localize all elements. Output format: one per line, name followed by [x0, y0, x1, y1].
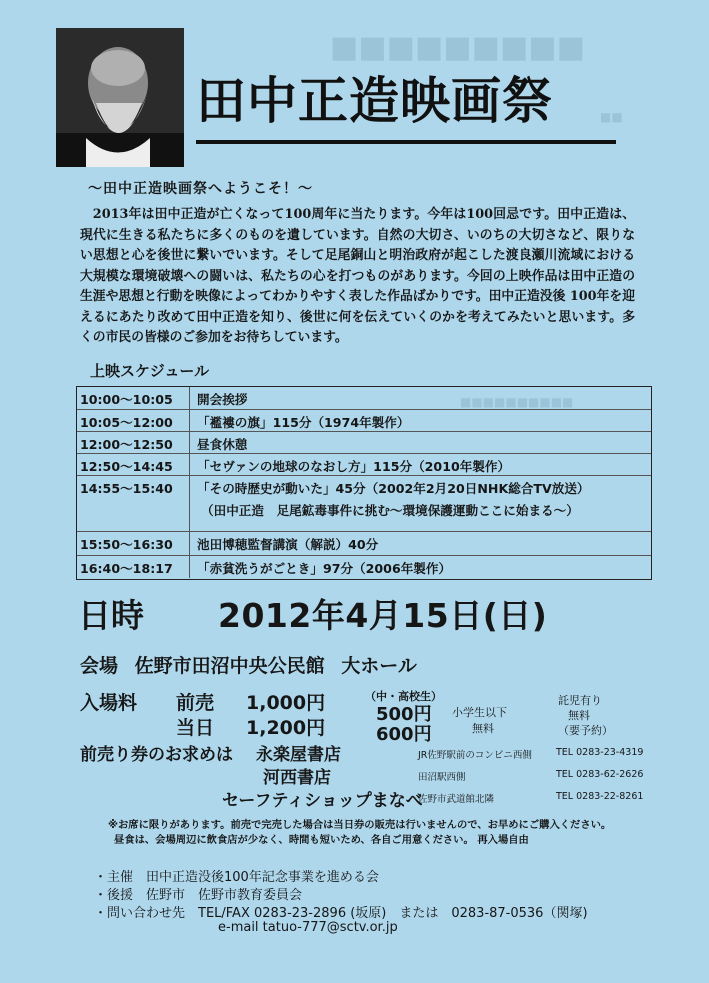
schedule-desc: 池田博穂監督講演（解説）40分: [197, 537, 379, 552]
childcare-note: （要予約）: [558, 724, 613, 737]
student-door-price: 600円: [376, 724, 432, 745]
fee-label: 入場料: [80, 692, 138, 714]
ticket-label: 前売り券のお求めは: [80, 745, 233, 765]
show-through-text: ■■■■■■■■■: [330, 30, 586, 65]
schedule-time: 10:00～10:05: [80, 392, 173, 407]
shop-location: JR佐野駅前のコンビニ西側: [418, 750, 532, 761]
venue-label: 会場: [80, 655, 119, 677]
door-price: 1,200円: [246, 717, 326, 739]
shop-name: 河西書店: [263, 768, 331, 788]
table-row: [77, 531, 651, 556]
childcare-price: 無料: [568, 709, 590, 722]
organizer: ・主催 田中正造没後100年記念事業を進める会: [94, 870, 379, 885]
childcare-label: 託児有り: [558, 694, 602, 707]
notice-line: 昼食は、会場周辺に飲食店が少なく、時間も短いため、各自ご用意ください。 再入場自由: [114, 834, 529, 846]
supporter: ・後援 佐野市 佐野市教育委員会: [94, 888, 303, 903]
table-row: [77, 555, 651, 579]
student-advance-price: 500円: [376, 704, 432, 725]
door-label: 当日: [176, 717, 215, 739]
show-through-text: ■■: [600, 110, 623, 124]
intro-text: 2013年は田中正造が亡くなって100周年に当たります。今年は100回忌です。田中正造は、現代に生きる私たちに多くのものを遺しています。自然の大切さ、いのちの大切さなど、限りない思想と心を後世に繋いでいます。そして足尾銅山と明治政府が起こした渡良瀬川流域における大規模な環境破壊への闘いは、私たちの心を打つものがあります。今回の上映作品は田中正造の生涯や思想と行動を映像によってわかりやすく表した作品ばかりです。田中正造没後 100年を迎えるにあたり改めて田中正造を知り、後世に何を伝えていくのかを考えてみたいと思います。多くの市民の皆様のご参加をお待ちしています。: [80, 207, 635, 345]
schedule-time: 12:50～14:45: [80, 459, 173, 474]
email: e-mail tatuo-777@sctv.or.jp: [218, 920, 398, 935]
elementary-price: 無料: [472, 722, 494, 735]
notice-line: ※お席に限りがあります。前売で完売した場合は当日券の販売は行いませんので、お早めにご購入ください。: [108, 819, 612, 831]
event-date: 2012年4月15日(日): [218, 596, 548, 635]
venue-place: 佐野市田沼中央公民館: [134, 655, 325, 677]
advance-label: 前売: [176, 692, 215, 714]
intro-paragraph: [80, 205, 635, 349]
shop-tel: TEL 0283-22-8261: [556, 791, 644, 802]
venue-hall: 大ホール: [341, 655, 417, 677]
schedule-time: 10:05～12:00: [80, 415, 173, 430]
schedule-heading: 上映スケジュール: [90, 362, 210, 380]
shop-name: セーフティショップまなべ: [222, 791, 423, 811]
schedule-time: 16:40～18:17: [80, 561, 173, 576]
schedule-table: [76, 386, 652, 580]
shop-name: 永楽屋書店: [256, 745, 341, 765]
shop-tel: TEL 0283-23-4319: [556, 747, 644, 758]
schedule-desc: 「その時歴史が動いた」45分（2002年2月20日NHK総合TV放送）: [197, 481, 590, 496]
table-row: [77, 409, 651, 432]
elementary-label: 小学生以下: [452, 706, 507, 719]
schedule-desc: 開会挨拶: [197, 392, 248, 407]
notice: [108, 818, 653, 848]
schedule-time: 15:50～16:30: [80, 537, 173, 552]
table-row: [77, 431, 651, 454]
title-underline: [196, 140, 616, 144]
schedule-time: 14:55～15:40: [80, 481, 173, 496]
table-row: [77, 387, 651, 409]
student-label: （中・高校生）: [365, 690, 442, 703]
shop-tel: TEL 0283-62-2626: [556, 769, 644, 780]
date-label: 日時: [78, 596, 144, 635]
schedule-desc: 「赤貧洗うがごとき」97分（2006年製作）: [197, 561, 452, 576]
shop-location: 佐野市武道館北隣: [418, 794, 495, 805]
schedule-desc-subtitle: （田中正造 足尾鉱毒事件に挑む～環境保護運動ここに始まる～）: [201, 503, 579, 518]
contact: ・問い合わせ先 TEL/FAX 0283-23-2896 (坂原) または 0283-87-0536（関塚): [94, 906, 588, 921]
show-through-text: ■■■■■■■■■■: [460, 395, 574, 409]
advance-price: 1,000円: [246, 692, 326, 714]
venue: [80, 651, 427, 678]
schedule-desc: 「セヴァンの地球のなおし方」115分（2010年製作）: [197, 459, 511, 474]
portrait-photo: [56, 28, 184, 167]
schedule-desc: 「襤褸の旗」115分（1974年製作）: [197, 415, 410, 430]
welcome-heading: ～田中正造映画祭へようこそ！～: [88, 181, 313, 197]
schedule-time: 12:00～12:50: [80, 437, 173, 452]
page-title: 田中正造映画祭: [196, 71, 553, 130]
table-row: [77, 453, 651, 476]
schedule-desc: 昼食休憩: [197, 437, 248, 452]
shop-location: 田沼駅西側: [418, 772, 466, 783]
table-row: [77, 475, 651, 532]
